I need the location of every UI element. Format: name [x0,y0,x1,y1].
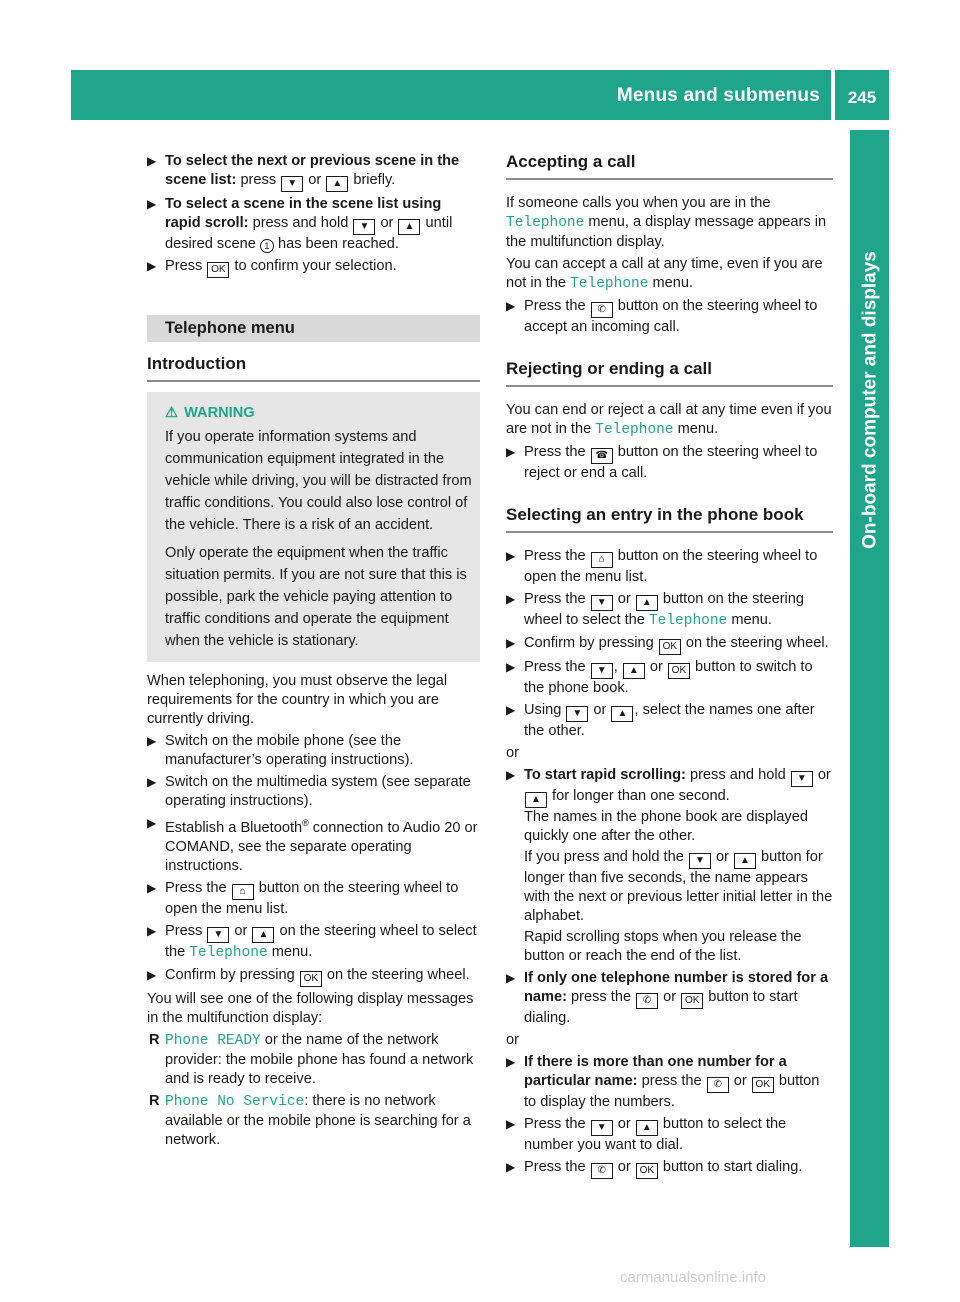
callout-number-icon: 1 [260,239,274,253]
step-arrow-icon: ▶ [506,299,516,313]
rapid-scrolling-note-1: The names in the phone book are displayed quickly one after the other. [524,809,808,844]
down-button-icon: ▼ [689,853,711,869]
heading-phone-book: Selecting an entry in the phone book [506,505,833,533]
section-title: Menus and submenus [616,85,820,106]
step-confirm: ▶ Confirm by pressing OK on the steering wheel. [147,966,480,987]
step-book-open-menu: ▶ Press the ⌂ button on the steering wheel to open the menu list. [506,548,818,585]
step-arrow-icon: ▶ [506,549,516,563]
step-arrow-icon: ▶ [147,816,157,830]
step-arrow-icon: ▶ [147,154,157,168]
step-arrow-icon: ▶ [147,923,157,938]
step-book-using: ▶ Using ▼ or ▲ , select the names one after the other. [506,702,815,739]
step-open-menu: ▶ Press the ⌂ button on the steering wheel to open the menu list. [147,879,459,917]
ok-button-icon: OK [752,1077,774,1093]
up-button-icon: ▲ [734,853,756,869]
step-arrow-icon: ▶ [506,445,516,459]
warning-triangle-icon: ⚠ [165,405,179,421]
down-button-icon: ▼ [791,771,813,787]
home-button-icon: ⌂ [232,884,254,900]
or-text: or [506,1032,519,1048]
down-button-icon: ▼ [566,706,588,722]
step-arrow-icon: ▶ [147,197,157,211]
step-arrow-icon: ▶ [506,592,516,606]
left-column [147,152,480,1153]
warning-text-2: Only operate the equipment when the traffic situation permits. If you are not sure that this is possible, park the vehicle paying attention to traffic conditions and operate the equipment when the vehicle is stationary. [165,545,467,649]
step-start-dialing: ▶ Press the ✆ or OK button to start dialing. [506,1158,833,1179]
step-arrow-icon: ▶ [506,703,516,717]
up-button-icon: ▲ [398,219,420,235]
warning-box [147,392,480,662]
step-arrow-icon: ▶ [506,1117,516,1131]
step-more-numbers: ▶ If there is more than one number for a particular name: press the ✆ or OK button to display the numbers. [506,1054,820,1110]
step-arrow-icon: ▶ [506,971,516,985]
step-select-telephone: ▶ Press ▼ or ▲ on the steering wheel to select the Telephone menu. [147,922,477,961]
up-button-icon: ▲ [636,595,658,611]
step-arrow-icon: ▶ [147,259,157,273]
bullet-phone-ready: R Phone READY or the name of the network provider: the mobile phone has found a network and is ready to receive. [149,1031,474,1087]
up-button-icon: ▲ [611,706,633,722]
rapid-scrolling-note-2: If you press and hold the ▼ or ▲ button for longer than five seconds, the name appears with the next or previous letter initial letter in the alphabet. [524,849,833,924]
step-arrow-icon: ▶ [147,775,157,789]
step-book-confirm: ▶ Confirm by pressing OK on the steering wheel. [506,634,833,655]
step-accept-call: ▶ Press the ✆ button on the steering wheel to accept an incoming call. [506,298,818,335]
page-number: 245 [847,88,877,107]
rapid-scrolling-note-3: Rapid scrolling stops when you release the button or reach the end of the list. [524,929,802,964]
or-text: or [506,745,519,761]
down-button-icon: ▼ [591,1120,613,1136]
step-one-number: ▶ If only one telephone number is stored for a name: press the ✆ or OK button to start dialing. [506,970,829,1026]
down-button-icon: ▼ [591,663,613,679]
step-arrow-icon: ▶ [506,660,516,674]
phone-accept-button-icon: ✆ [591,302,613,318]
down-button-icon: ▼ [207,927,229,943]
warning-title: ⚠ WARNING [165,402,474,424]
step-confirm-selection: ▶ Press OK to confirm your selection. [147,257,480,278]
down-button-icon: ▼ [591,595,613,611]
up-button-icon: ▲ [525,792,547,808]
up-button-icon: ▲ [252,927,274,943]
step-arrow-icon: ▶ [147,880,157,895]
step-rapid-scrolling: ▶ To start rapid scrolling: press and hold ▼ or ▲ for longer than one second. The names in the phone book are displayed quickly one after the other. If you press and hold the ▼ or ▲ button for longer than five seconds, the name appears with the next or previous letter initial letter in the alphabet. Rapid scrolling stops when you release the button or reach the end of the list. [506,767,833,964]
ok-button-icon: OK [659,639,681,655]
paragraph-display-messages: You will see one of the following display messages in the multifunction display: [147,990,474,1026]
up-button-icon: ▲ [623,663,645,679]
step-reject-call: ▶ Press the ☎ button on the steering wheel to reject or end a call. [506,444,818,481]
paragraph-legal: When telephoning, you must observe the legal requirements for the country in which you are currently driving. [147,673,448,727]
heading-introduction: Introduction [147,354,480,382]
up-button-icon: ▲ [636,1120,658,1136]
step-book-switch: ▶ Press the ▼ , ▲ or OK button to switch to the phone book. [506,659,813,696]
step-arrow-icon: ▶ [506,636,516,650]
down-button-icon: ▼ [281,176,303,192]
heading-accepting-call: Accepting a call [506,152,833,180]
right-column [506,152,833,1182]
paragraph-accept-1: If someone calls you when you are in the Telephone menu, a display message appears in the multifunction display. [506,195,827,250]
paragraph-accept-2: You can accept a call at any time, even if you are not in the Telephone menu. [506,256,823,292]
step-arrow-icon: ▶ [506,1160,516,1174]
paragraph-reject: You can end or reject a call at any time even if you are not in the Telephone menu. [506,402,832,438]
step-next-previous-scene: ▶ To select the next or previous scene in the scene list: press ▼ or ▲ briefly. [147,152,480,192]
step-arrow-icon: ▶ [506,768,516,782]
step-switch-on-multimedia: ▶ Switch on the multimedia system (see separate operating instructions). [147,774,471,809]
step-arrow-icon: ▶ [147,734,157,748]
chapter-label-box [850,130,889,670]
phone-accept-button-icon: ✆ [707,1077,729,1093]
phone-accept-button-icon: ✆ [636,993,658,1009]
warning-text-1: If you operate information systems and communication equipment integrated in the vehicle while driving, you will be distracted from traffic conditions. You could also lose control of the vehicle. There is a risk of an accident. [165,429,472,533]
up-button-icon: ▲ [326,176,348,192]
step-arrow-icon: ▶ [147,967,157,982]
step-rapid-scroll-scene: ▶ To select a scene in the scene list using rapid scroll: press and hold ▼ or ▲ until desired scene 1 has been reached. [147,196,453,252]
step-book-select-telephone: ▶ Press the ▼ or ▲ button on the steering wheel to select the Telephone menu. [506,591,805,629]
ok-button-icon: OK [300,971,322,987]
heading-rejecting-call: Rejecting or ending a call [506,359,833,387]
step-select-number: ▶ Press the ▼ or ▲ button to select the number you want to dial. [506,1116,787,1153]
down-button-icon: ▼ [353,219,375,235]
ok-button-icon: OK [207,262,229,278]
bullet-phone-no-service: R Phone No Service: there is no network available or the mobile phone is searching for a network. [149,1092,471,1148]
step-arrow-icon: ▶ [506,1055,516,1069]
ok-button-icon: OK [681,993,703,1009]
step-bluetooth: ▶ Establish a Bluetooth® connection to Audio 20 or COMAND, see the separate operating instructions. [147,816,478,874]
watermark: carmanualsonline.info [620,1269,766,1286]
ok-button-icon: OK [668,663,690,679]
section-heading-telephone-menu: Telephone menu [147,315,480,342]
phone-end-button-icon: ☎ [591,448,613,464]
step-switch-on-phone: ▶ Switch on the mobile phone (see the manufacturer’s operating instructions). [147,733,414,768]
chapter-label: On-board computer and displays [859,251,880,549]
ok-button-icon: OK [636,1163,658,1179]
phone-accept-button-icon: ✆ [591,1163,613,1179]
home-button-icon: ⌂ [591,552,613,568]
